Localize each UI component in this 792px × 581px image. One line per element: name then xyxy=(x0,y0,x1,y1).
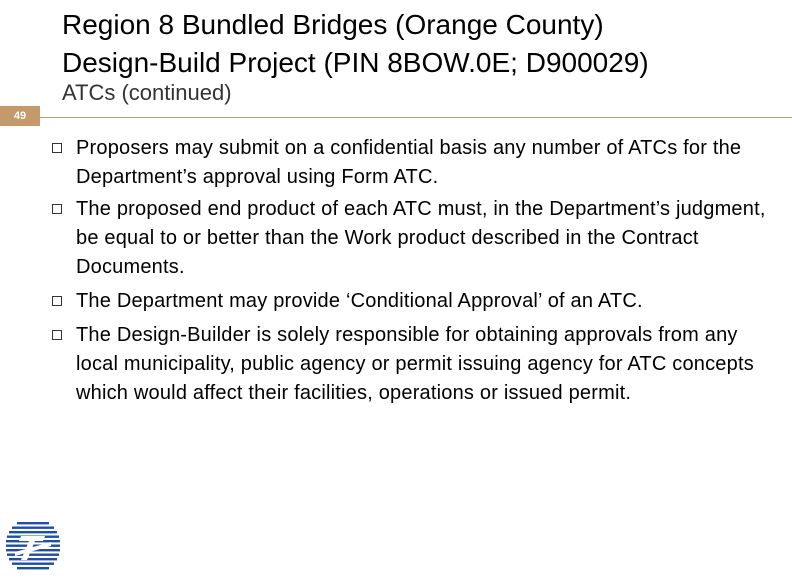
square-bullet-icon xyxy=(52,143,62,153)
list-item xyxy=(48,195,768,282)
list-item xyxy=(48,134,768,192)
bullet-text: The Design-Builder is solely responsible for obtaining approvals from any local municipality, public agency or permit issuing agency for ATC concepts which would affect their facilities, operations or issued permit. xyxy=(76,324,754,404)
nysdot-logo-icon xyxy=(3,516,63,576)
title-divider xyxy=(40,117,792,118)
bullet-list xyxy=(48,134,768,413)
slide-title-line-2: Design-Build Project (PIN 8BOW.0E; D900029) xyxy=(62,47,649,78)
bullet-text: The Department may provide ‘Conditional Approval’ of an ATC. xyxy=(76,290,643,312)
bullet-text: Proposers may submit on a confidential basis any number of ATCs for the Department’s approval using Form ATC. xyxy=(76,137,742,188)
square-bullet-icon xyxy=(52,296,62,306)
slide-title-line-1: Region 8 Bundled Bridges (Orange County) xyxy=(62,9,604,40)
page-number: 49 xyxy=(0,106,40,126)
bullet-text: The proposed end product of each ATC must, in the Department’s judgment, be equal to or better than the Work product described in the Contract Documents. xyxy=(76,198,766,278)
slide-title xyxy=(62,6,782,82)
square-bullet-icon xyxy=(52,204,62,214)
slide-subtitle: ATCs (continued) xyxy=(62,80,232,105)
list-item xyxy=(48,321,768,408)
square-bullet-icon xyxy=(52,330,62,340)
list-item xyxy=(48,287,768,316)
